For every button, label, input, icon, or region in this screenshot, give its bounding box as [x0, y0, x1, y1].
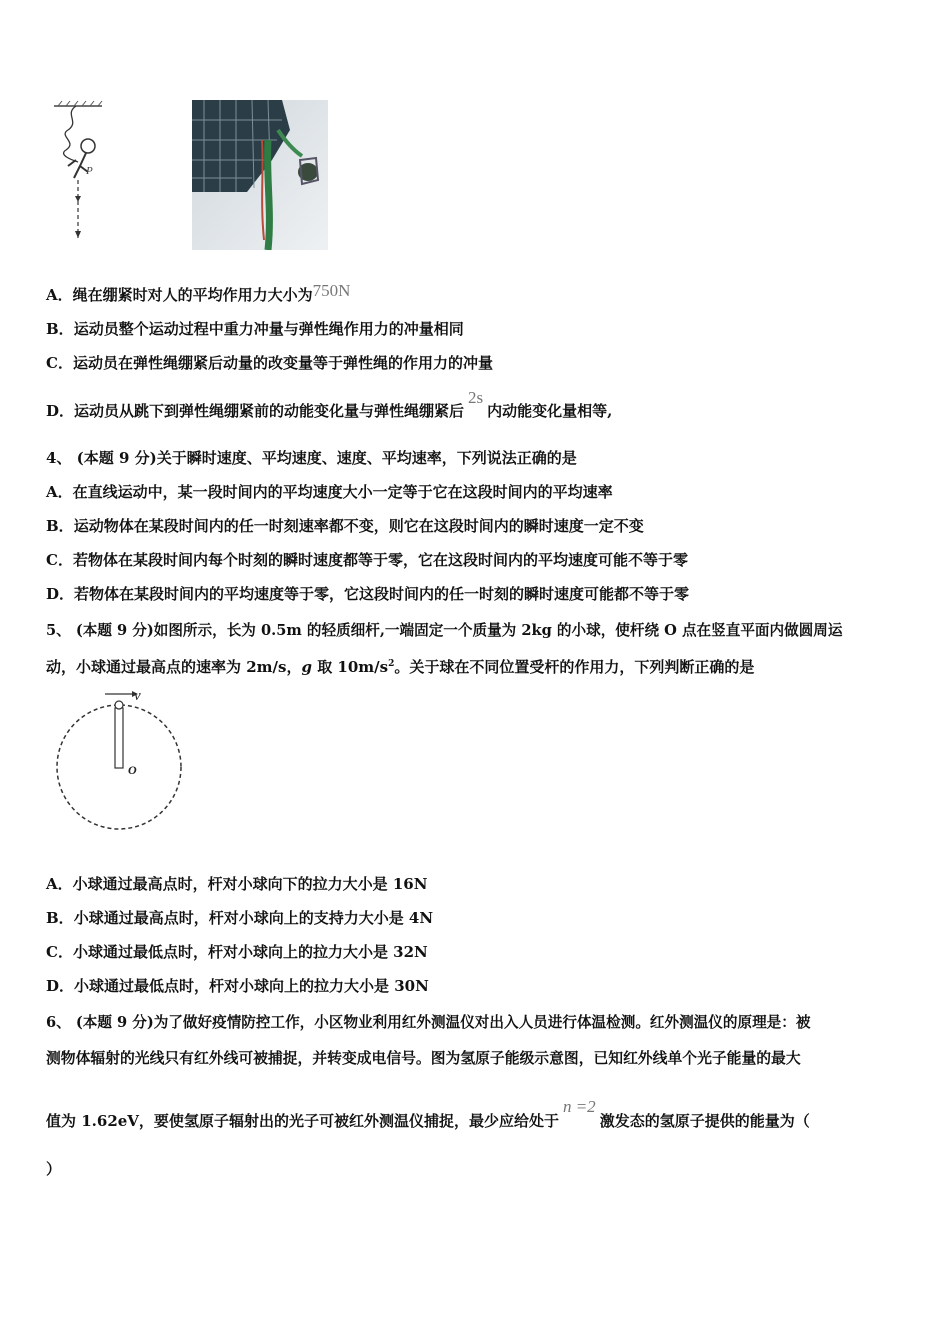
option-text: 小球通过最低点时，杆对小球向上的拉力大小是 32N: [72, 943, 428, 961]
option-text: 小球通过最低点时，杆对小球向上的拉力大小是 30N: [74, 977, 429, 995]
q6-line3: [46, 1097, 810, 1131]
stem-part: 动，小球通过最高点的速率为 2m/s，: [46, 658, 302, 676]
option-label: A．: [46, 875, 73, 893]
math-n-equals-2: n =2: [562, 1097, 596, 1116]
stem-part: 取 10m/s: [311, 658, 389, 676]
q3-option-b: [46, 318, 464, 339]
option-label: C．: [46, 943, 73, 961]
option-text: 运动员从跳下到弹性绳绷紧前的动能变化量与弹性绳绷紧后: [74, 402, 465, 420]
option-label: A．: [46, 483, 73, 501]
q4-option-c: [46, 549, 688, 570]
q4-option-d: [46, 583, 689, 604]
superscript: 2: [388, 659, 395, 669]
q4-stem: 4、 (本题 9 分)关于瞬时速度、平均速度、速度、平均速率，下列说法正确的是: [46, 449, 577, 467]
circle-rod-diagram: [50, 684, 190, 834]
q3-option-a: [46, 281, 351, 305]
option-text-after: 内动能变化量相等,: [487, 402, 613, 420]
option-text: 小球通过最高点时，杆对小球向上的支持力大小是 4N: [73, 909, 434, 927]
option-label: C．: [46, 354, 73, 372]
bungee-diagram: [50, 100, 110, 245]
option-text: 运动员在弹性绳绷紧后动量的改变量等于弹性绳的作用力的冲量: [72, 354, 493, 372]
option-text: 小球通过最高点时，杆对小球向下的拉力大小是 16N: [72, 875, 428, 893]
q3-option-c: [46, 352, 493, 373]
q5-option-a: [46, 873, 427, 894]
option-text: 在直线运动中，某一段时间内的平均速度大小一定等于它在这段时间内的平均速率: [72, 483, 613, 501]
option-label: C．: [46, 551, 73, 569]
q5-option-d: [46, 975, 429, 996]
q5-option-b: [46, 907, 433, 928]
q4-option-b: [46, 515, 644, 536]
q5-option-c: [46, 941, 428, 962]
option-label: B．: [46, 909, 74, 927]
velocity-label: v: [134, 688, 141, 704]
math-750n: 750N: [312, 281, 351, 300]
option-label: D．: [46, 977, 75, 995]
option-label: B．: [46, 517, 74, 535]
q6-line2: 测物体辐射的光线只有红外线可被捕捉，并转变成电信号。图为氢原子能级示意图，已知红外线单个光子能量的最大: [46, 1050, 801, 1067]
q5-stem-line1: 5、 (本题 9 分)如图所示，长为 0.5m 的轻质细杆,一端固定一个质量为 2kg 的小球，使杆绕 O 点在竖直平面内做圆周运: [46, 622, 843, 639]
option-text: 运动员整个运动过程中重力冲量与弹性绳作用力的冲量相同: [73, 320, 464, 338]
option-label: D．: [46, 402, 75, 420]
pivot-o-label: O: [128, 763, 137, 777]
option-text: 若物体在某段时间内的平均速度等于零，它这段时间内的任一时刻的瞬时速度可能都不等于零: [74, 585, 690, 603]
option-label: B．: [46, 320, 74, 338]
option-text: 若物体在某段时间内每个时刻的瞬时速度都等于零，它在这段时间内的平均速度可能不等于零: [72, 551, 688, 569]
q6-line1: 6、 (本题 9 分)为了做好疫情防控工作，小区物业利用红外测温仪对出入人员进行体温检测。红外测温仪的原理是：被: [46, 1014, 811, 1031]
q3-option-d: [46, 388, 613, 421]
point-p-label: P: [86, 165, 93, 177]
line-part: 值为 1.62eV，要使氢原子辐射出的光子可被红外测温仪捕捉，最少应给处于: [46, 1112, 559, 1130]
q6-line4: ）: [46, 1160, 62, 1178]
option-label: A．: [46, 286, 73, 304]
q4-option-a: [46, 481, 613, 502]
bungee-photo: [192, 100, 328, 250]
math-2s: 2s: [468, 388, 484, 407]
g-symbol: g: [301, 658, 312, 676]
option-text: 运动物体在某段时间内的任一时刻速率都不变，则它在这段时间内的瞬时速度一定不变: [73, 517, 644, 535]
q5-stem-line2: [46, 656, 754, 677]
stem-part: 。关于球在不同位置受杆的作用力，下列判断正确的是: [394, 658, 755, 676]
line-part: 激发态的氢原子提供的能量为（: [599, 1112, 810, 1130]
option-label: D．: [46, 585, 75, 603]
option-text: 绳在绷紧时对人的平均作用力大小为: [72, 286, 313, 304]
